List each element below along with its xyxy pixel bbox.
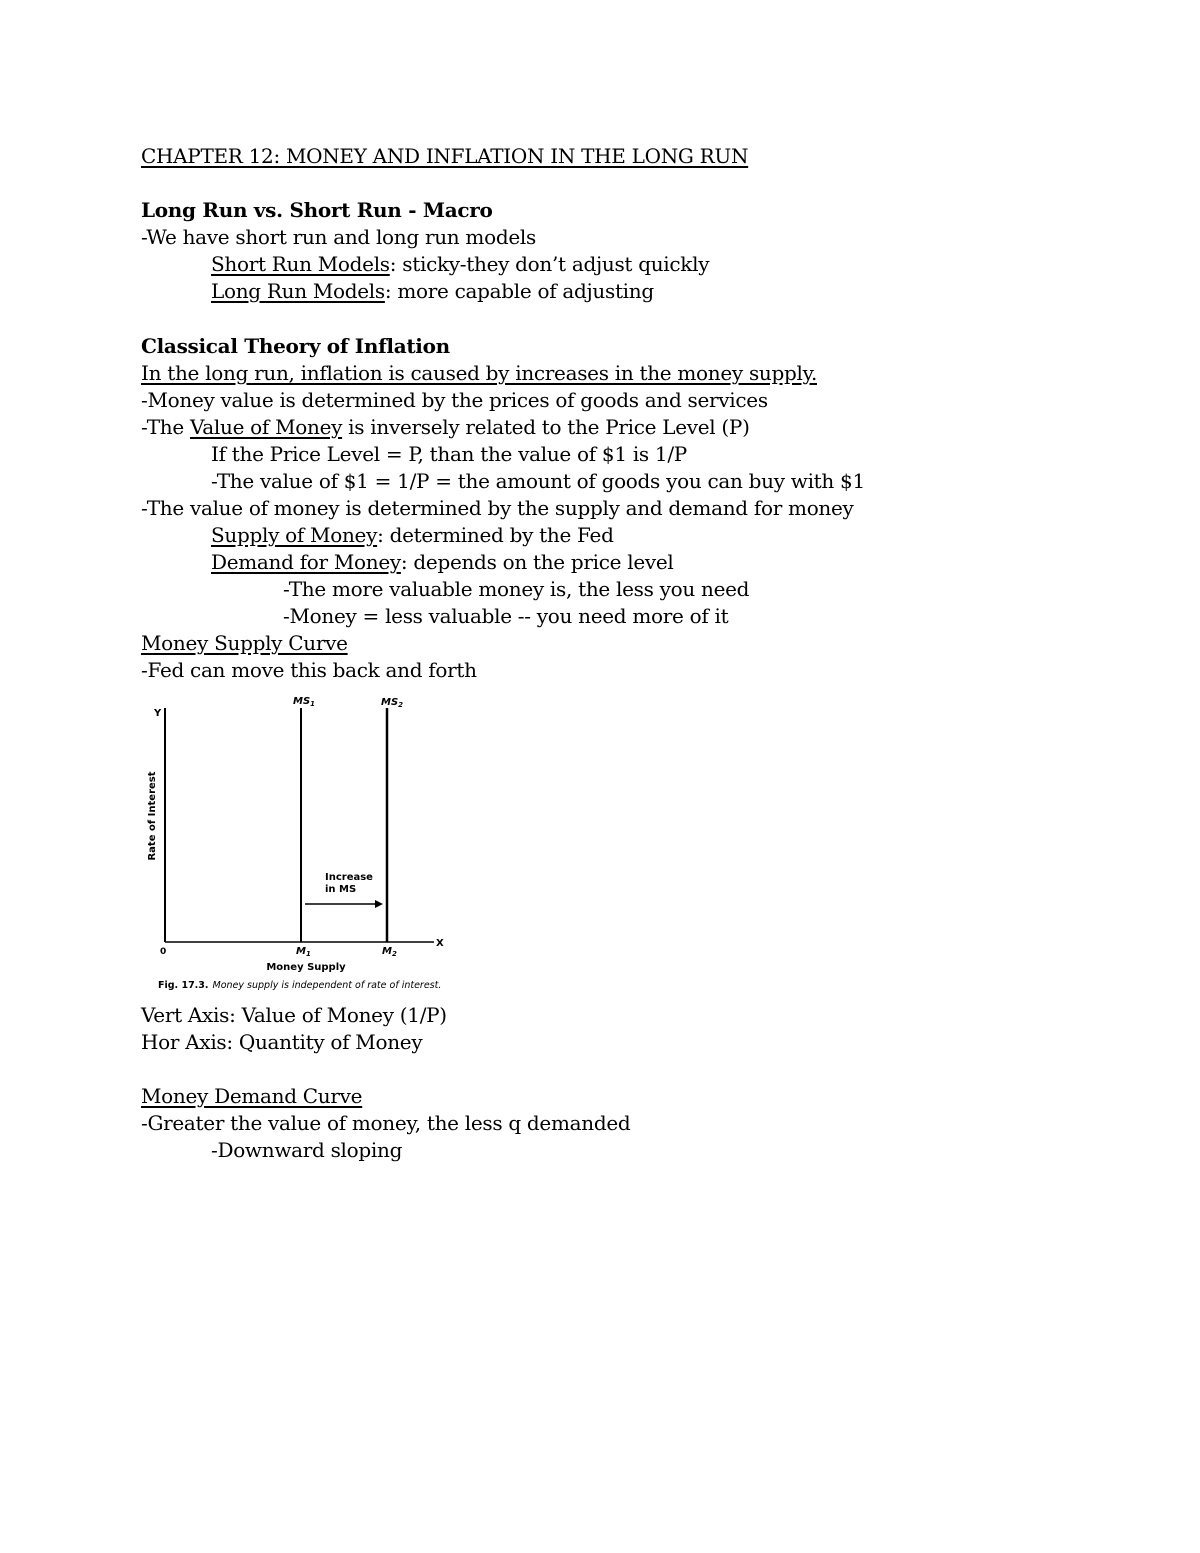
thesis-statement: In the long run, inflation is caused by increases in the money supply. bbox=[141, 361, 818, 385]
origin-label: 0 bbox=[160, 947, 167, 957]
term-supply-of-money: Supply of Money bbox=[211, 523, 378, 547]
supply-of-money-line bbox=[211, 522, 614, 549]
vertical-axis-note: Vert Axis: Value of Money (1/P) bbox=[141, 1003, 447, 1027]
definition-text: : depends on the price level bbox=[400, 550, 674, 574]
m2-label: $M_2$ bbox=[382, 946, 397, 958]
text-line: -Greater the value of money, the less q demanded bbox=[141, 1111, 631, 1135]
money-supply-diagram bbox=[141, 686, 459, 998]
text-line: -The value of $1 = 1/P = the amount of goods you can buy with $1 bbox=[211, 469, 865, 493]
value-of-money-line bbox=[141, 414, 750, 441]
text-line: -The more valuable money is, the less you need bbox=[283, 577, 750, 601]
text-suffix: is inversely related to the Price Level (P) bbox=[342, 415, 750, 439]
subheading-money-supply-curve: Money Supply Curve bbox=[141, 631, 348, 655]
subheading-money-demand-curve: Money Demand Curve bbox=[141, 1084, 363, 1108]
term-demand-for-money: Demand for Money bbox=[211, 550, 401, 574]
x-axis-letter: X bbox=[436, 938, 444, 949]
term-short-run-models: Short Run Models bbox=[211, 252, 390, 276]
figure-caption: Fig. 17.3. Money supply is independent of rate of interest. bbox=[158, 980, 442, 991]
arrow-label-line2: in MS bbox=[325, 884, 357, 895]
text-line: -Money = less valuable -- you need more of it bbox=[283, 604, 729, 628]
text-line: -Fed can move this back and forth bbox=[141, 658, 477, 682]
m1-label: $M_1$ bbox=[296, 946, 311, 958]
section-heading-long-vs-short: Long Run vs. Short Run - Macro bbox=[141, 198, 493, 222]
term-long-run-models: Long Run Models bbox=[211, 279, 385, 303]
y-axis-title: Rate of Interest bbox=[147, 771, 158, 861]
definition-text: : determined by the Fed bbox=[377, 523, 614, 547]
text-prefix: -The bbox=[141, 415, 190, 439]
x-axis-title: Money Supply bbox=[266, 962, 346, 973]
section-heading-classical-theory: Classical Theory of Inflation bbox=[141, 334, 450, 358]
y-axis-letter: Y bbox=[154, 708, 162, 719]
text-line: -The value of money is determined by the supply and demand for money bbox=[141, 496, 854, 520]
ms2-label: $MS_2$ bbox=[381, 697, 404, 709]
chapter-title: CHAPTER 12: MONEY AND INFLATION IN THE LONG RUN bbox=[141, 144, 749, 168]
short-run-models-line bbox=[211, 251, 709, 278]
long-run-models-line bbox=[211, 278, 654, 305]
arrow-label-line1: Increase bbox=[325, 872, 373, 883]
money-supply-figure bbox=[141, 686, 459, 998]
text-line: -We have short run and long run models bbox=[141, 225, 536, 249]
text-line: If the Price Level = P, than the value of $1 is 1/P bbox=[211, 442, 687, 466]
text-line: -Downward sloping bbox=[211, 1138, 403, 1162]
demand-for-money-line bbox=[211, 549, 674, 576]
definition-text: : more capable of adjusting bbox=[384, 279, 654, 303]
ms1-label: $MS_1$ bbox=[293, 696, 316, 708]
term-value-of-money: Value of Money bbox=[189, 415, 343, 439]
horizontal-axis-note: Hor Axis: Quantity of Money bbox=[141, 1030, 423, 1054]
text-line: -Money value is determined by the prices of goods and services bbox=[141, 388, 768, 412]
definition-text: : sticky-they don’t adjust quickly bbox=[389, 252, 710, 276]
